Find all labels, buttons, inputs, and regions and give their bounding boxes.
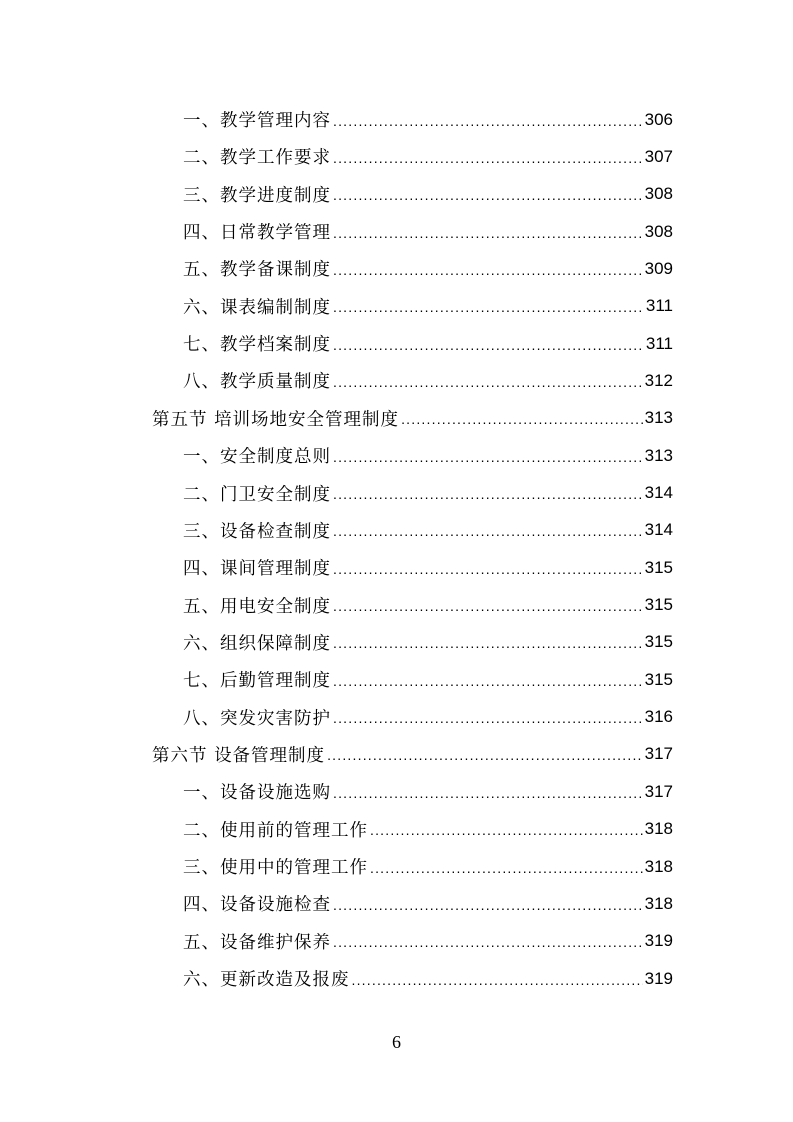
toc-entry-page: 315: [644, 669, 673, 689]
toc-entry[interactable]: [183, 960, 673, 997]
dot-leader: [370, 822, 643, 838]
toc-entry[interactable]: [183, 587, 673, 624]
toc-entry-title: 三、使用中的管理工作: [183, 858, 368, 878]
toc-entry-title: 五、用电安全制度: [183, 596, 331, 617]
toc-entry-title: 四、课间管理制度: [183, 559, 331, 580]
dot-leader: [333, 710, 643, 726]
toc-entry[interactable]: [183, 475, 673, 512]
toc-entry-title: 二、教学工作要求: [183, 148, 331, 169]
toc-entry[interactable]: [183, 549, 673, 586]
toc-entry-title: 八、教学质量制度: [183, 372, 331, 393]
toc-entry[interactable]: [183, 848, 673, 885]
toc-entry-title: 五、教学备课制度: [183, 260, 331, 281]
toc-entry[interactable]: [152, 736, 673, 773]
toc-entry-page: 318: [644, 893, 673, 913]
dot-leader: [370, 860, 643, 876]
dot-leader: [333, 113, 643, 129]
toc-entry-page: 319: [644, 968, 673, 988]
toc-entry-page: 313: [644, 445, 673, 465]
toc-entry-title: 七、后勤管理制度: [183, 671, 331, 692]
dot-leader: [333, 673, 643, 689]
toc-entry-title: 一、教学管理内容: [183, 111, 331, 131]
toc-entry[interactable]: [183, 624, 673, 661]
toc-entry-page: 315: [644, 632, 673, 652]
dot-leader: [327, 747, 643, 763]
page-number: 6: [392, 1032, 401, 1052]
toc-entry[interactable]: [183, 923, 673, 960]
dot-leader: [333, 897, 643, 913]
dot-leader: [333, 150, 643, 166]
dot-leader: [333, 486, 643, 502]
toc-entry-title: 二、使用前的管理工作: [183, 820, 368, 841]
toc-entry-title: 四、日常教学管理: [183, 223, 331, 244]
toc-entry-title: 五、设备维护保养: [183, 932, 331, 953]
toc-entry[interactable]: [183, 437, 673, 474]
toc-entry[interactable]: [183, 362, 673, 399]
dot-leader: [333, 225, 643, 241]
toc-entry-title: 六、课表编制制度: [183, 297, 331, 318]
toc-entry-page: 311: [645, 333, 673, 353]
toc-entry[interactable]: [183, 325, 673, 362]
toc-entry-page: 314: [644, 483, 673, 502]
dot-leader: [333, 374, 643, 390]
toc-entry-title: 三、教学进度制度: [183, 185, 331, 206]
toc-entry-page: 308: [644, 221, 673, 241]
toc-entry-title: 三、设备检查制度: [183, 521, 331, 542]
toc-entry[interactable]: [152, 400, 673, 437]
toc-entry[interactable]: [183, 138, 673, 175]
dot-leader: [333, 262, 643, 278]
toc-entry-title: 第五节 培训场地安全管理制度: [152, 409, 400, 430]
toc-entry-title: 一、安全制度总则: [183, 447, 331, 468]
toc-entry-page: 318: [644, 819, 673, 839]
toc-entry-page: 312: [644, 370, 673, 390]
toc-entry-title: 一、设备设施选购: [183, 783, 331, 804]
toc-entry-title: 七、教学档案制度: [183, 335, 331, 356]
dot-leader: [333, 598, 643, 614]
toc-entry-page: 306: [644, 109, 673, 129]
toc-entry[interactable]: [183, 811, 673, 848]
toc-entry-page: 313: [644, 408, 673, 428]
dot-leader: [333, 785, 643, 801]
toc-entry-title: 四、设备设施检查: [183, 895, 331, 916]
toc-entry-page: 311: [645, 296, 673, 316]
toc-entry-title: 二、门卫安全制度: [183, 484, 331, 505]
toc-entry[interactable]: [183, 773, 673, 810]
toc-entry-title: 六、更新改造及报废: [183, 970, 350, 991]
toc-entry[interactable]: [183, 512, 673, 549]
toc-entry-page: 315: [644, 557, 673, 577]
dot-leader: [333, 934, 643, 950]
toc-entry-page: 307: [644, 146, 673, 166]
dot-leader: [333, 337, 644, 353]
toc-entry-page: 318: [644, 856, 673, 876]
dot-leader: [333, 187, 643, 203]
toc-entry-page: 317: [644, 781, 673, 801]
toc-entry-page: 308: [644, 184, 673, 204]
toc-entry-title: 第六节 设备管理制度: [152, 745, 326, 766]
toc-entry-title: 八、突发灾害防护: [183, 708, 331, 729]
toc-entry-page: 314: [644, 520, 673, 540]
dot-leader: [333, 449, 643, 465]
dot-leader: [352, 972, 643, 988]
toc-entry[interactable]: [183, 288, 673, 325]
toc-entry[interactable]: [183, 213, 673, 250]
dot-leader: [333, 523, 643, 539]
toc-entry-page: 317: [644, 744, 673, 764]
dot-leader: [401, 411, 643, 427]
dot-leader: [333, 561, 643, 577]
toc-entry[interactable]: [183, 699, 673, 736]
toc-entry-page: 319: [644, 931, 673, 951]
dot-leader: [333, 299, 644, 315]
toc-entry[interactable]: [183, 101, 673, 138]
toc-entry[interactable]: [183, 250, 673, 287]
toc-entry-page: 309: [644, 258, 673, 278]
dot-leader: [333, 635, 643, 651]
toc-entry-page: 315: [644, 595, 673, 615]
toc-entry-title: 六、组织保障制度: [183, 633, 331, 654]
toc-entry-page: 316: [644, 707, 673, 727]
toc-entry[interactable]: [183, 885, 673, 922]
toc-entry[interactable]: [183, 176, 673, 213]
toc-entry[interactable]: [183, 661, 673, 698]
